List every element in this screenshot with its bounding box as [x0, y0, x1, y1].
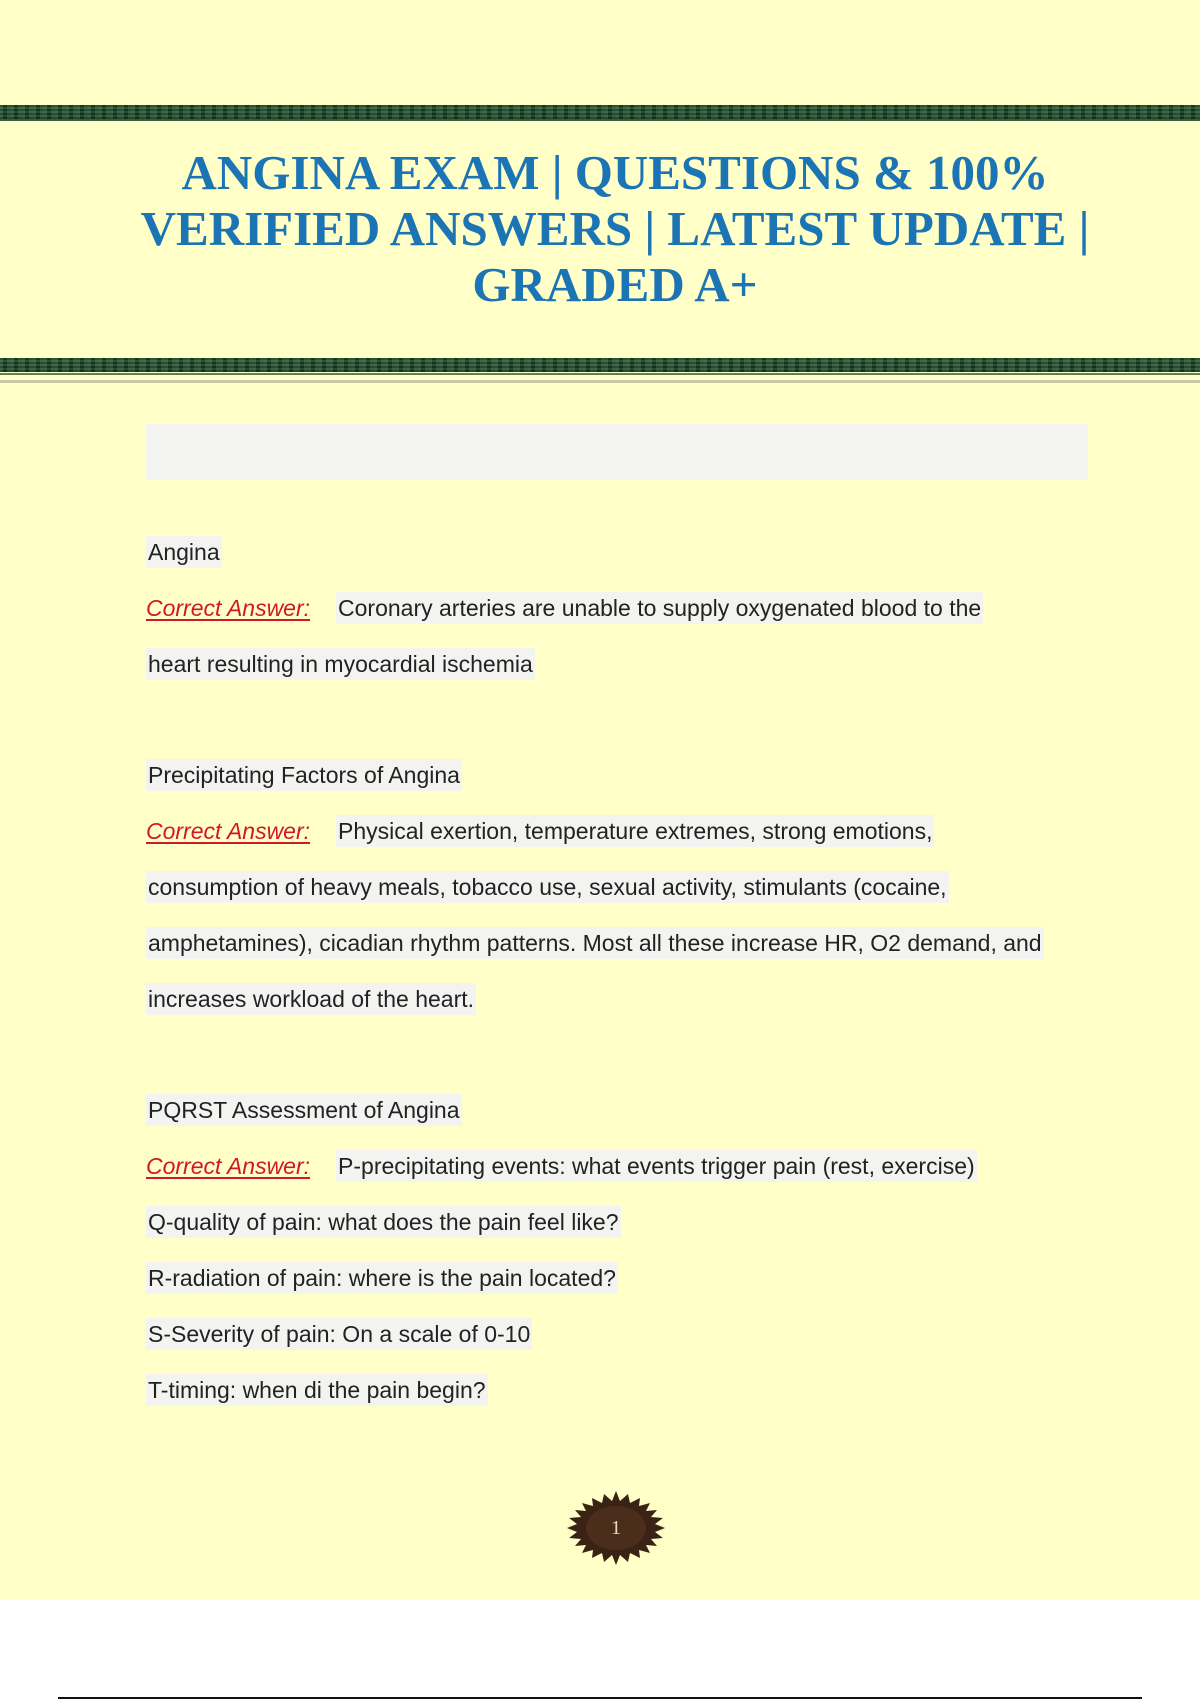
page-number: 1	[611, 1517, 621, 1539]
divider-bottom-light	[0, 380, 1200, 383]
divider-bottom	[0, 373, 1200, 375]
empty-placeholder-box	[146, 424, 1088, 480]
answer-text: T-timing: when di the pain begin?	[146, 1374, 488, 1406]
question-text: Precipitating Factors of Angina	[146, 759, 462, 791]
qa-content	[146, 527, 1096, 1421]
question-line	[146, 1085, 1096, 1141]
answer-text: amphetamines), cicadian rhythm patterns. Most all these increase HR, O2 demand, and	[146, 927, 1044, 959]
answer-line	[146, 918, 1096, 974]
answer-text: Coronary arteries are unable to supply oxygenated blood to the	[336, 592, 983, 624]
divider-top	[0, 119, 1200, 121]
footer-divider	[58, 1697, 1142, 1699]
document-title: ANGINA EXAM | QUESTIONS & 100% VERIFIED ANSWERS | LATEST UPDATE | GRADED A+	[140, 145, 1090, 312]
answer-text: R-radiation of pain: where is the pain located?	[146, 1262, 618, 1294]
correct-answer-label: Correct Answer:	[146, 1153, 311, 1179]
answer-text: heart resulting in myocardial ischemia	[146, 648, 535, 680]
correct-answer-label: Correct Answer:	[146, 818, 311, 844]
answer-text: Q-quality of pain: what does the pain feel like?	[146, 1206, 621, 1238]
question-text: Angina	[146, 536, 222, 568]
answer-line	[146, 1141, 1096, 1197]
answer-line	[146, 1253, 1096, 1309]
answer-line	[146, 974, 1096, 1030]
answer-text: Physical exertion, temperature extremes, strong emotions,	[336, 815, 934, 847]
correct-answer-label: Correct Answer:	[146, 595, 311, 621]
decorative-band-top	[0, 105, 1200, 119]
answer-text: P-precipitating events: what events trigger pain (rest, exercise)	[336, 1150, 977, 1182]
answer-line	[146, 862, 1096, 918]
question-line	[146, 527, 1096, 583]
answer-line	[146, 639, 1096, 695]
answer-line	[146, 1365, 1096, 1421]
answer-text: S-Severity of pain: On a scale of 0-10	[146, 1318, 532, 1350]
answer-text: increases workload of the heart.	[146, 983, 476, 1015]
question-line	[146, 750, 1096, 806]
answer-line	[146, 806, 1096, 862]
decorative-band-bottom	[0, 358, 1200, 372]
answer-line	[146, 1197, 1096, 1253]
answer-line	[146, 583, 1096, 639]
answer-text: consumption of heavy meals, tobacco use, sexual activity, stimulants (cocaine,	[146, 871, 949, 903]
question-text: PQRST Assessment of Angina	[146, 1094, 462, 1126]
answer-line	[146, 1309, 1096, 1365]
